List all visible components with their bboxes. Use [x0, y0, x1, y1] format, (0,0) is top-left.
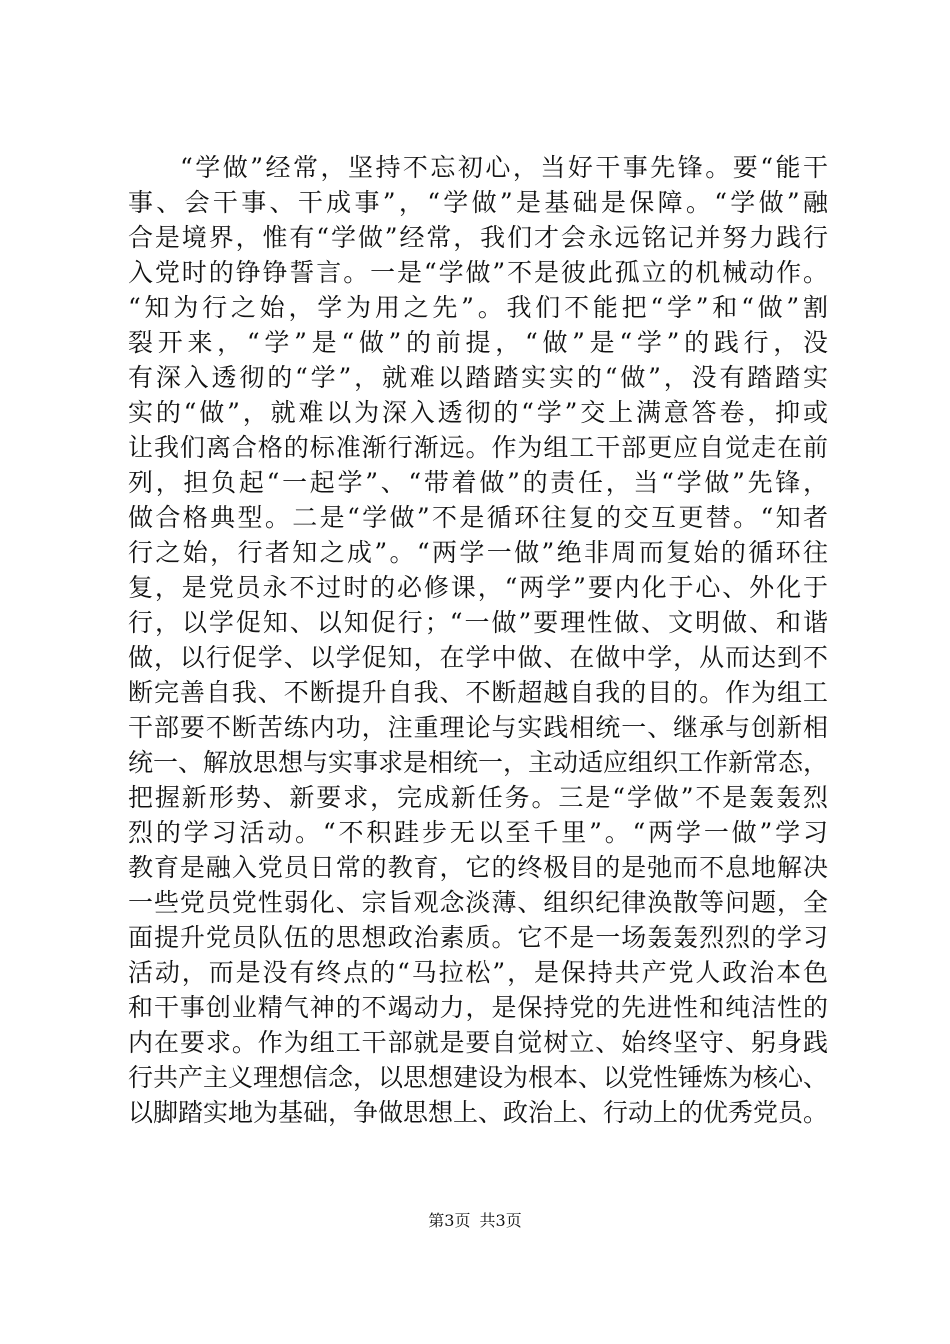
paragraph-line: 教育是融入党员日常的教育，它的终极目的是弛而不息地解决 — [128, 853, 828, 882]
paragraph-line: “知为行之始，学为用之先”。我们不能把“学”和“做”割 — [128, 293, 828, 322]
paragraph-line: 以脚踏实地为基础，争做思想上、政治上、行动上的优秀党员。 — [128, 1098, 829, 1127]
paragraph-line: 烈的学习活动。“不积跬步无以至千里”。“两学一做”学习 — [128, 818, 828, 847]
paragraph-line: 活动，而是没有终点的“马拉松”，是保持共产党人政治本色 — [128, 958, 828, 987]
paragraph-line: 实的“做”，就难以为深入透彻的“学”交上满意答卷，抑或 — [128, 398, 828, 427]
page-number: 第3页 — [428, 1211, 471, 1230]
paragraph-line: 做合格典型。二是“学做”不是循环往复的交互更替。“知者 — [128, 503, 828, 532]
paragraph-line: 内在要求。作为组工干部就是要自觉树立、始终坚守、躬身践 — [128, 1028, 828, 1057]
body-paragraph — [128, 150, 828, 1130]
paragraph-line: 合是境界，惟有“学做”经常，我们才会永远铭记并努力践行 — [128, 223, 828, 252]
paragraph-line: 行，以学促知、以知促行；“一做”要理性做、文明做、和谐 — [128, 608, 828, 637]
paragraph-line: 复，是党员永不过时的必修课，“两学”要内化于心、外化于 — [128, 573, 828, 602]
paragraph-line: 面提升党员队伍的思想政治素质。它不是一场轰轰烈烈的学习 — [128, 923, 828, 952]
paragraph-line: 行共产主义理想信念，以思想建设为根本、以党性锤炼为核心、 — [128, 1063, 829, 1092]
paragraph-line: 列，担负起“一起学”、“带着做”的责任，当“学做”先锋， — [128, 468, 828, 497]
paragraph-line: 做，以行促学、以学促知，在学中做、在做中学，从而达到不 — [128, 643, 828, 672]
paragraph-line: 一些党员党性弱化、宗旨观念淡薄、组织纪律涣散等问题，全 — [128, 888, 828, 917]
paragraph-line: 断完善自我、不断提升自我、不断超越自我的目的。作为组工 — [128, 678, 828, 707]
page-footer — [0, 1210, 950, 1232]
paragraph-line: 事、会干事、干成事”，“学做”是基础是保障。“学做”融 — [128, 188, 828, 217]
page-total: 共3页 — [479, 1211, 522, 1230]
paragraph-line: 行之始，行者知之成”。“两学一做”绝非周而复始的循环往 — [128, 538, 828, 567]
paragraph-line: 和干事创业精气神的不竭动力，是保持党的先进性和纯洁性的 — [128, 993, 828, 1022]
paragraph-line: 有深入透彻的“学”，就难以踏踏实实的“做”，没有踏踏实 — [128, 363, 828, 392]
paragraph-line: 让我们离合格的标准渐行渐远。作为组工干部更应自觉走在前 — [128, 433, 828, 462]
paragraph-line: 统一、解放思想与实事求是相统一，主动适应组织工作新常态， — [128, 748, 829, 777]
paragraph-line: “学做”经常，坚持不忘初心，当好干事先锋。要“能干 — [180, 153, 828, 182]
paragraph-line: 干部要不断苦练内功，注重理论与实践相统一、继承与创新相 — [128, 713, 828, 742]
paragraph-line: 把握新形势、新要求，完成新任务。三是“学做”不是轰轰烈 — [128, 783, 828, 812]
paragraph-line: 裂开来，“学”是“做”的前提，“做”是“学”的践行，没 — [128, 328, 828, 357]
paragraph-line: 入党时的铮铮誓言。一是“学做”不是彼此孤立的机械动作。 — [128, 258, 828, 287]
